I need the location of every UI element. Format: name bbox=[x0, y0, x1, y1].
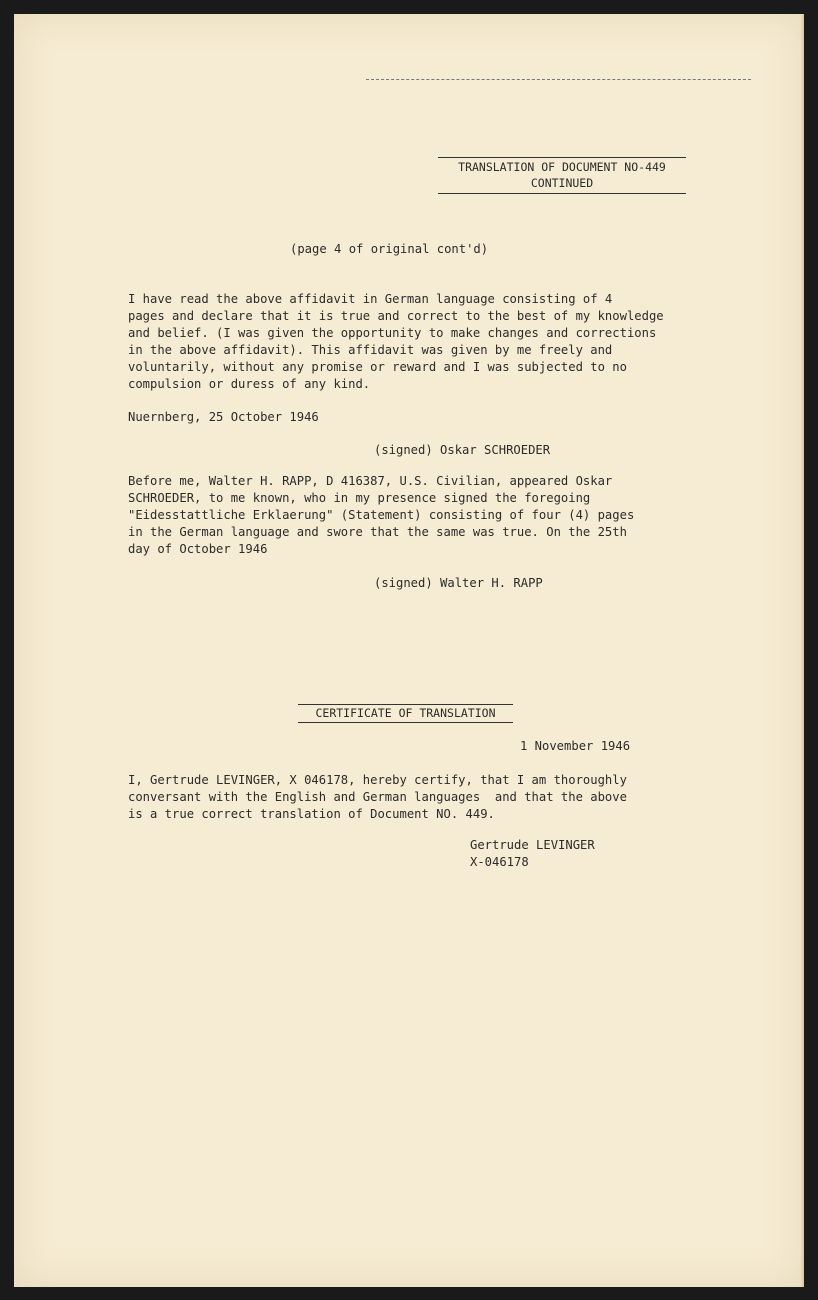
signed-rapp: (signed) Walter H. RAPP bbox=[374, 576, 543, 590]
certificate-paragraph bbox=[128, 772, 627, 823]
jurat-line: SCHROEDER, to me known, who in my presence signed the foregoing bbox=[128, 491, 591, 505]
affidavit-line: voluntarily, without any promise or reward and I was subjected to no bbox=[128, 360, 627, 374]
place-date: Nuernberg, 25 October 1946 bbox=[128, 410, 319, 424]
jurat-line: day of October 1946 bbox=[128, 542, 268, 556]
document-header bbox=[438, 157, 686, 194]
translator-name: Gertrude LEVINGER bbox=[470, 838, 595, 852]
certificate-line: is a true correct translation of Document NO. 449. bbox=[128, 807, 495, 821]
jurat-line: in the German language and swore that the same was true. On the 25th bbox=[128, 525, 627, 539]
header-subtitle: CONTINUED bbox=[438, 175, 686, 194]
header-title: TRANSLATION OF DOCUMENT NO-449 bbox=[438, 157, 686, 175]
certificate-line: conversant with the English and German languages and that the above bbox=[128, 790, 627, 804]
affidavit-line: compulsion or duress of any kind. bbox=[128, 377, 371, 391]
document-page bbox=[14, 14, 804, 1287]
affidavit-line: pages and declare that it is true and correct to the best of my knowledge bbox=[128, 309, 664, 323]
affidavit-paragraph bbox=[128, 291, 664, 393]
jurat-paragraph bbox=[128, 473, 634, 558]
affidavit-line: and belief. (I was given the opportunity to make changes and corrections bbox=[128, 326, 657, 340]
signed-schroeder: (signed) Oskar SCHROEDER bbox=[374, 443, 551, 457]
certificate-line: I, Gertrude LEVINGER, X 046178, hereby certify, that I am thoroughly bbox=[128, 773, 627, 787]
jurat-line: "Eidesstattliche Erklaerung" (Statement) consisting of four (4) pages bbox=[128, 508, 635, 522]
page-edge bbox=[801, 14, 804, 1287]
affidavit-line: I have read the above affidavit in German language consisting of 4 bbox=[128, 292, 613, 306]
affidavit-line: in the above affidavit). This affidavit was given by me freely and bbox=[128, 343, 613, 357]
top-dashed-rule bbox=[366, 79, 751, 80]
page-note: (page 4 of original cont'd) bbox=[290, 242, 489, 256]
certificate-title: CERTIFICATE OF TRANSLATION bbox=[298, 704, 513, 723]
translator-id: X-046178 bbox=[470, 855, 529, 869]
certificate-date: 1 November 1946 bbox=[520, 739, 631, 753]
jurat-line: Before me, Walter H. RAPP, D 416387, U.S. Civilian, appeared Oskar bbox=[128, 474, 613, 488]
